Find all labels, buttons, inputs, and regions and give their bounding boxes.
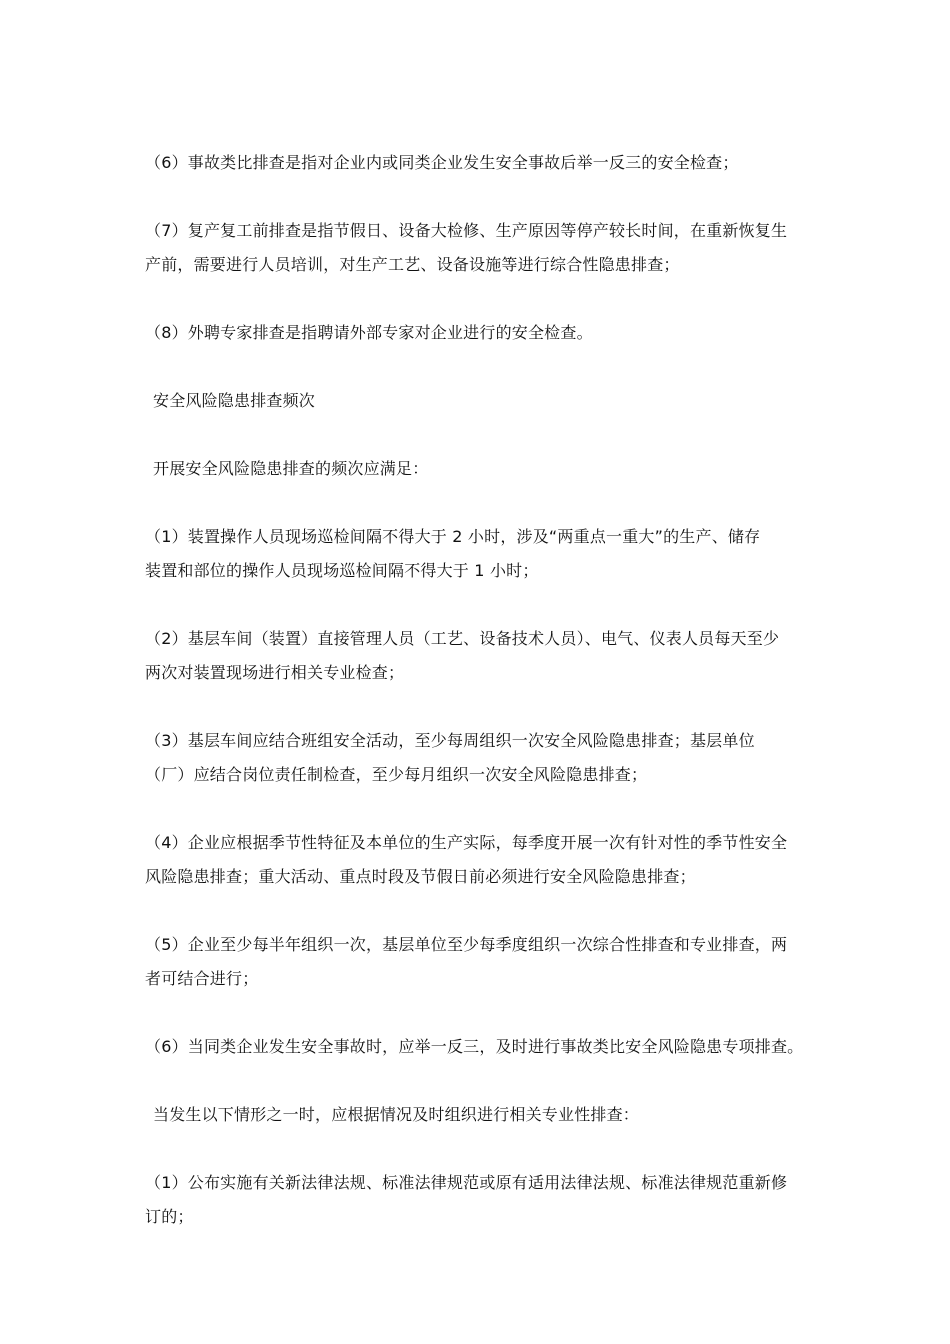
paragraph-line: 产前，需要进行人员培训，对生产工艺、设备设施等进行综合性隐患排查； xyxy=(145,255,680,274)
paragraph-line: （1）装置操作人员现场巡检间隔不得大于 2 小时，涉及“两重点一重大”的生产、储存 xyxy=(145,527,761,546)
paragraph-conditions-intro xyxy=(145,1098,825,1132)
paragraph-frequency-item-5 xyxy=(145,928,825,996)
paragraph-line: 订的； xyxy=(145,1207,194,1226)
paragraph-line: （2）基层车间（装置）直接管理人员（工艺、设备技术人员）、电气、仪表人员每天至少 xyxy=(145,629,780,648)
paragraph-line: （1）公布实施有关新法律法规、标准法律规范或原有适用法律法规、标准法律规范重新修 xyxy=(145,1173,788,1192)
paragraph-accident-analogy-check xyxy=(145,146,825,180)
paragraph-line: 风险隐患排查；重大活动、重点时段及节假日前必须进行安全风险隐患排查； xyxy=(145,867,696,886)
paragraph-line: （6）当同类企业发生安全事故时，应举一反三，及时进行事故类比安全风险隐患专项排查。 xyxy=(145,1037,804,1056)
paragraph-condition-item-1 xyxy=(145,1166,825,1234)
paragraph-external-expert-check xyxy=(145,316,825,350)
paragraph-line: （厂）应结合岗位责任制检查，至少每月组织一次安全风险隐患排查； xyxy=(145,765,648,784)
paragraph-resumption-check xyxy=(145,214,825,282)
paragraph-line: 开展安全风险隐患排查的频次应满足： xyxy=(153,459,429,478)
paragraph-line: 者可结合进行； xyxy=(145,969,259,988)
paragraph-line: （4）企业应根据季节性特征及本单位的生产实际，每季度开展一次有针对性的季节性安全 xyxy=(145,833,788,852)
paragraph-frequency-item-3 xyxy=(145,724,825,792)
paragraph-line: （3）基层车间应结合班组安全活动，至少每周组织一次安全风险隐患排查；基层单位 xyxy=(145,731,755,750)
paragraph-line: 当发生以下情形之一时，应根据情况及时组织进行相关专业性排查： xyxy=(153,1105,640,1124)
paragraph-line: （7）复产复工前排查是指节假日、设备大检修、生产原因等停产较长时间，在重新恢复生 xyxy=(145,221,788,240)
paragraph-line: （8）外聘专家排查是指聘请外部专家对企业进行的安全检查。 xyxy=(145,323,593,342)
paragraph-line: 两次对装置现场进行相关专业检查； xyxy=(145,663,405,682)
paragraph-frequency-item-1 xyxy=(145,520,825,588)
paragraph-line: 装置和部位的操作人员现场巡检间隔不得大于 1 小时； xyxy=(145,561,539,580)
paragraph-frequency-item-4 xyxy=(145,826,825,894)
paragraph-line: （5）企业至少每半年组织一次，基层单位至少每季度组织一次综合性排查和专业排查，两 xyxy=(145,935,788,954)
paragraph-frequency-item-2 xyxy=(145,622,825,690)
document-body xyxy=(145,146,825,1268)
paragraph-frequency-item-6 xyxy=(145,1030,825,1064)
paragraph-line: （6）事故类比排查是指对企业内或同类企业发生安全事故后举一反三的安全检查； xyxy=(145,153,739,172)
section-heading-frequency xyxy=(145,384,825,418)
paragraph-frequency-intro xyxy=(145,452,825,486)
section-heading-text: 安全风险隐患排查频次 xyxy=(153,391,316,410)
